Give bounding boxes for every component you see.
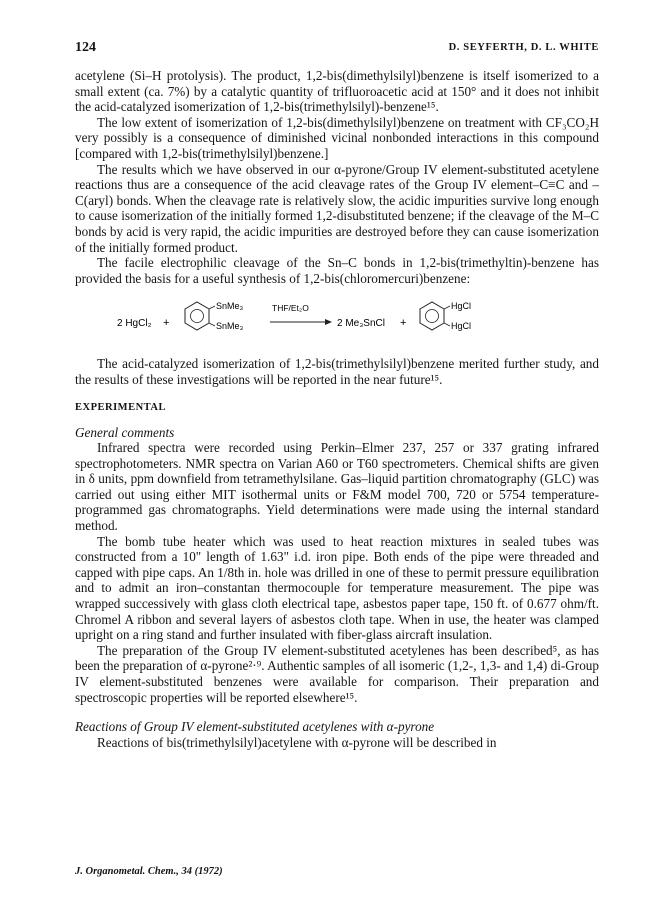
arrow-label: THF/Et₂O <box>272 303 309 314</box>
running-header <box>75 40 599 58</box>
product-substituent-bottom: HgCl <box>451 321 472 332</box>
section-heading-experimental: EXPERIMENTAL <box>75 401 166 413</box>
reaction-scheme <box>75 292 599 350</box>
reaction-scheme-graphic <box>75 292 599 350</box>
arrow-head <box>325 319 332 325</box>
benzene-ring-mercury <box>420 302 450 330</box>
subheading-reactions: Reactions of Group IV element-substituted acetylenes with α-pyrone <box>75 719 435 735</box>
paragraph-continuation: acetylene (Si–H protolysis). The product, 1,2-bis(dimethylsilyl)benzene is itself isomerized to a small extent (ca. 7%) by a catalytic quantity of trifluoroacetic acid at 150° and it does not inhibit the acid-catalyzed isomerization of 1,2-bis(trimethylsilyl)-benzene¹⁵. <box>75 68 599 115</box>
subheading-general-comments: General comments <box>75 424 175 440</box>
substituent-top: SnMe₃ <box>216 301 244 312</box>
paragraph-instruments: Infrared spectra were recorded using Perkin–Elmer 237, 257 or 337 grating infrared spectrophotometers. NMR spectra on Varian A60 or T60 spectrometers. Chemical shifts are given in δ units, ppm downfield from tetramethylsilane. Gas–liquid partition chromatography (GLC) was carried out using either MIT isothermal units or F&M model 700, 720 or 5754 temperature-programmed gas chromatographs. Yield determinations were made using the internal standard method. <box>75 440 599 534</box>
paragraph-sn-c-cleavage: The facile electrophilic cleavage of the Sn–C bonds in 1,2-bis(trimethyltin)-benzene has provided the basis for a useful synthesis of 1,2-bis(chloromercuri)benzene: <box>75 255 599 286</box>
paragraph-bomb-tube-heater: The bomb tube heater which was used to heat reaction mixtures in sealed tubes was constructed from a 10" length of 1.63" i.d. iron pipe. Both ends of the pipe were threaded and capped with pipe caps. An 1/8th in. hole was drilled in one of these to permit pressure equilibration and to admit an iron–constantan thermocouple for temperature measurement. The pipe was wrapped successively with glass cloth electrical tape, asbestos paper tape, 150 ft. of 0.677 ohm/ft. Chromel A ribbon and several layers of asbestos cloth tape. When in use, the heater was clamped upright on a ring stand and further insulated with fiber-glass aircraft insulation. <box>75 533 599 643</box>
journal-footer: J. Organometal. Chem., 34 (1972) <box>75 866 223 877</box>
reactant-label: 2 HgCl₂ <box>117 318 152 330</box>
paragraph-preparations: The preparation of the Group IV element-substituted acetylenes has been described⁵, as has been the preparation of α-pyrone²·⁹. Authentic samples of all isomeric (1,2-, 1,3- and 1,4) di-Group IV element-substituted benzenes were available for comparison. Their preparation and spectroscopic properties will be reported elsewhere¹⁵. <box>75 642 599 705</box>
plus-sign-2: + <box>400 317 407 330</box>
paragraph-reactions: Reactions of bis(trimethylsilyl)acetylene with α-pyrone will be described in <box>97 734 497 750</box>
benzene-ring-tin <box>185 302 215 330</box>
paragraph-future-work: The acid-catalyzed isomerization of 1,2-bis(trimethylsilyl)benzene merited further study, and the results of these investigations will be reported in the near future¹⁵. <box>75 356 599 387</box>
article-body <box>75 68 599 750</box>
page-number: 124 <box>75 40 96 55</box>
product-substituent-top: HgCl <box>451 301 472 312</box>
running-authors: D. SEYFERTH, D. L. WHITE <box>448 42 599 53</box>
product1-label: 2 Me₃SnCl <box>337 318 385 330</box>
substituent-bottom: SnMe₃ <box>216 321 244 332</box>
plus-sign: + <box>163 317 170 330</box>
paragraph-cleavage-rates: The results which we have observed in our α-pyrone/Group IV element-substituted acetylene reactions thus are a consequence of the acid cleavage rates of the Group IV element–C≡C and –C(aryl) bonds. When the cleavage rate is relatively slow, the acidic impurities survive long enough to cause isomerization of the initially formed 1,2-disubstituted benzene; if the cleavage of the M–C bonds by acid is very rapid, the acidic impurities are destroyed before they can cause isomerization of the initially formed product. <box>75 161 599 255</box>
paragraph-isomerization-extent: The low extent of isomerization of 1,2-bis(dimethylsilyl)benzene on treatment with CF₃CO₂H very possibly is a consequence of diminished vicinal nonbonded interactions in this compound [compared with 1,2-bis(trimethylsilyl)benzene.] <box>75 114 599 161</box>
